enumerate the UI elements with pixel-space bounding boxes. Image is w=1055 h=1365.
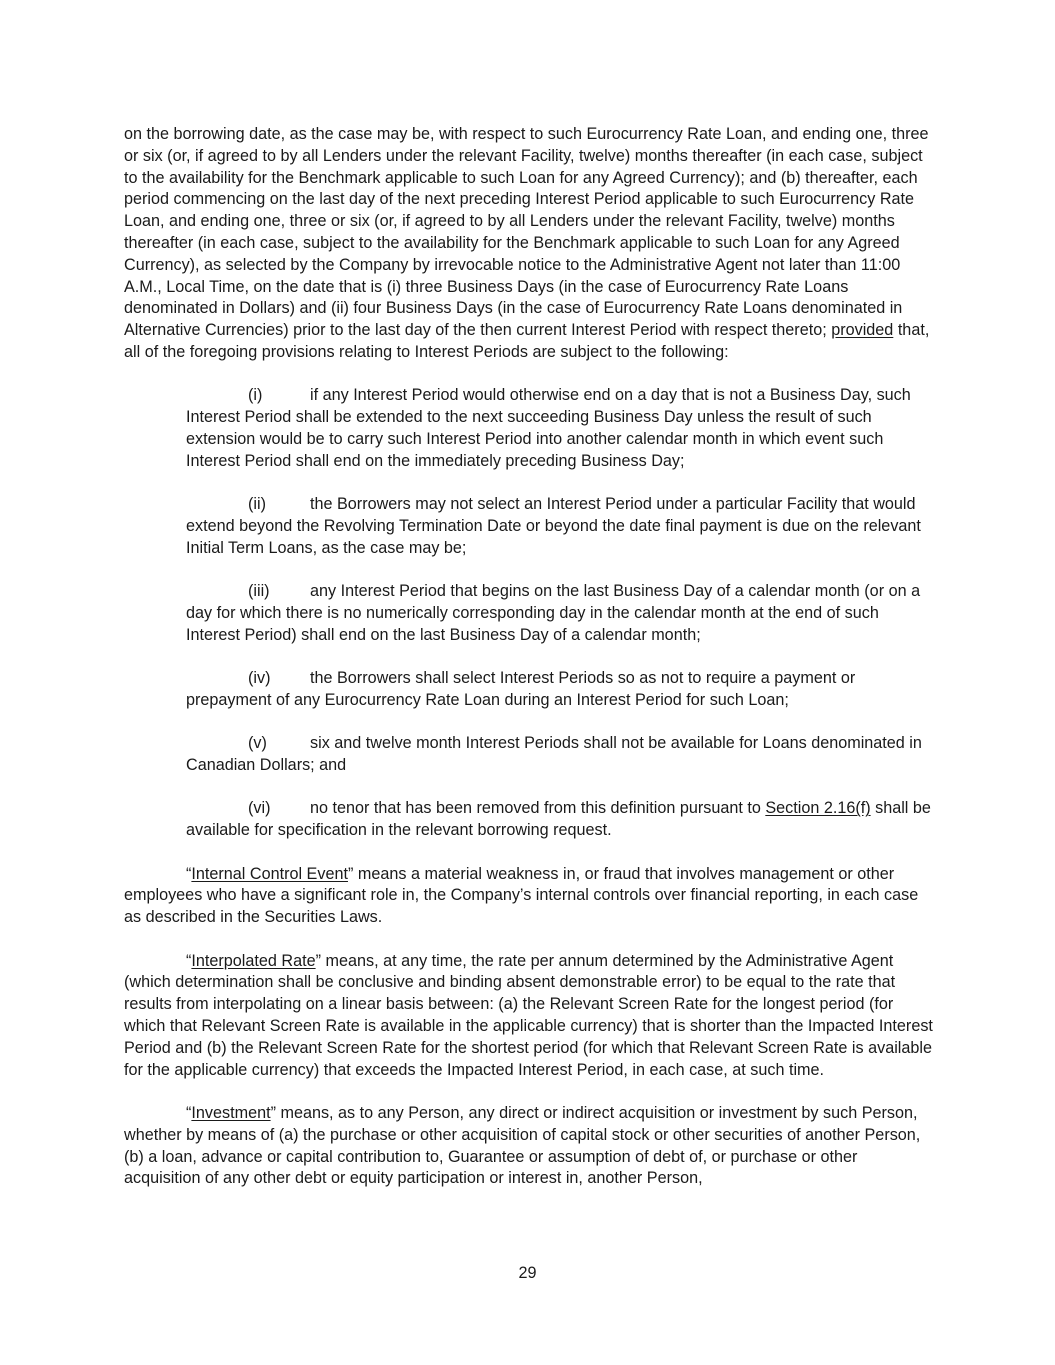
intro-text-end: that, all of the foregoing provisions relating to Interest Periods are subject to the following: — [124, 321, 930, 361]
clause-number: (vi) — [248, 799, 271, 818]
definition-investment — [124, 1103, 934, 1190]
open-quote: “ — [186, 864, 192, 883]
clause-number: (i) — [248, 386, 263, 405]
clause-text: if any Interest Period would otherwise end on a day that is not a Business Day, such Interest Period shall be extended to the next succeeding Business Day unless the result of such extension would be to carry such Interest Period into another calendar month in which event such Interest Period shall end on the immediately preceding Business Day; — [186, 386, 911, 470]
clause-text: no tenor that has been removed from this definition pursuant to — [310, 799, 761, 818]
definition-internal-control-event — [124, 864, 934, 929]
clause-iv — [186, 668, 934, 712]
intro-paragraph — [124, 124, 934, 364]
definition-text: means, at any time, the rate per annum determined by the Administrative Agent (which determination shall be conclusive and binding absent demonstrable error) to be equal to the rate that results from interpolating on a linear basis between: (a) the Relevant Screen Rate for the longest period (for which that Relevant Screen Rate is available in the applicable currency) that is shorter than the Impacted Interest Period and (b) the Relevant Screen Rate for the shortest period (for which that Relevant Screen Rate is available for the applicable currency) that exceeds the Impacted Interest Period, in each case, at such time. — [124, 951, 933, 1079]
close-quote: ” — [315, 951, 321, 970]
definition-interpolated-rate — [124, 951, 934, 1082]
definition-text: means, as to any Person, any direct or indirect acquisition or investment by such Person, whether by means of (a) the purchase or other acquisition of capital stock or other securities of another Person, (b) a loan, advance or capital contribution to, Guarantee or assumption of debt of, or purchase or other acquisition of any other debt or equity participation or interest in, another Person, — [124, 1104, 921, 1188]
intro-text: on the borrowing date, as the case may be, with respect to such Eurocurrency Rate Loan, and ending one, three or six (or, if agreed to by all Lenders under the relevant Facility, twelve) months thereafter (in each case, subject to the availability for the Benchmark applicable to such Loan for any Agreed Currency); and (b) thereafter, each period commencing on the last day of the next preceding Interest Period applicable to such Eurocurrency Rate Loan, and ending one, three or six (or, if agreed to by all Lenders under the relevant Facility, twelve) months thereafter (in each case, subject to the availability for the Benchmark applicable to such Loan for any Agreed Currency), as selected by the Company by irrevocable notice to the Administrative Agent not later than 11:00 A.M., Local Time, on the date that is (i) three Business Days (in the case of Eurocurrency Rate Loans denominated in Dollars) and (ii) four Business Days (in the case of Eurocurrency Rate Loans denominated in Alternative Currencies) prior to the last day of the then current Interest Period with respect thereto; — [124, 125, 929, 340]
clause-number: (v) — [248, 734, 267, 753]
clause-text-end: shall be available for specification in the relevant borrowing request. — [186, 799, 931, 840]
clause-ii — [186, 494, 934, 559]
clause-text: six and twelve month Interest Periods shall not be available for Loans denominated in Canadian Dollars; and — [186, 734, 922, 775]
clause-iii — [186, 581, 934, 646]
open-quote: “ — [186, 1104, 192, 1123]
clause-number: (iii) — [248, 582, 270, 601]
clause-text: the Borrowers shall select Interest Periods so as not to require a payment or prepayment of any Eurocurrency Rate Loan during an Interest Period for such Loan; — [186, 669, 856, 709]
clause-i — [186, 385, 934, 472]
clause-text: any Interest Period that begins on the last Business Day of a calendar month (or on a day for which there is no numerically corresponding day in the calendar month at the end of such Interest Period) shall end on the last Business Day of a calendar month; — [186, 582, 921, 644]
defined-term: Internal Control Event — [191, 864, 348, 883]
clause-vi — [186, 798, 934, 842]
clause-text: the Borrowers may not select an Interest Period under a particular Facility that would extend beyond the Revolving Termination Date or beyond the date final payment is due on the relevant Initial Term Loans, as the case may be; — [186, 495, 921, 557]
defined-term: Interpolated Rate — [191, 951, 316, 970]
section-reference: Section 2.16(f) — [765, 799, 871, 818]
close-quote: ” — [270, 1104, 276, 1123]
clause-number: (iv) — [248, 669, 271, 688]
definition-text: means a material weakness in, or fraud that involves management or other employees who have a significant role in, the Company’s internal controls over financial reporting, in each case as described in the Securities Laws. — [124, 864, 919, 927]
clause-v — [186, 733, 934, 777]
document-page — [124, 124, 934, 1212]
defined-term: Investment — [191, 1104, 271, 1123]
close-quote: ” — [347, 864, 354, 883]
provided-term: provided — [831, 321, 894, 340]
page-number: 29 — [518, 1264, 537, 1282]
clause-number: (ii) — [248, 495, 266, 514]
open-quote: “ — [186, 951, 192, 970]
